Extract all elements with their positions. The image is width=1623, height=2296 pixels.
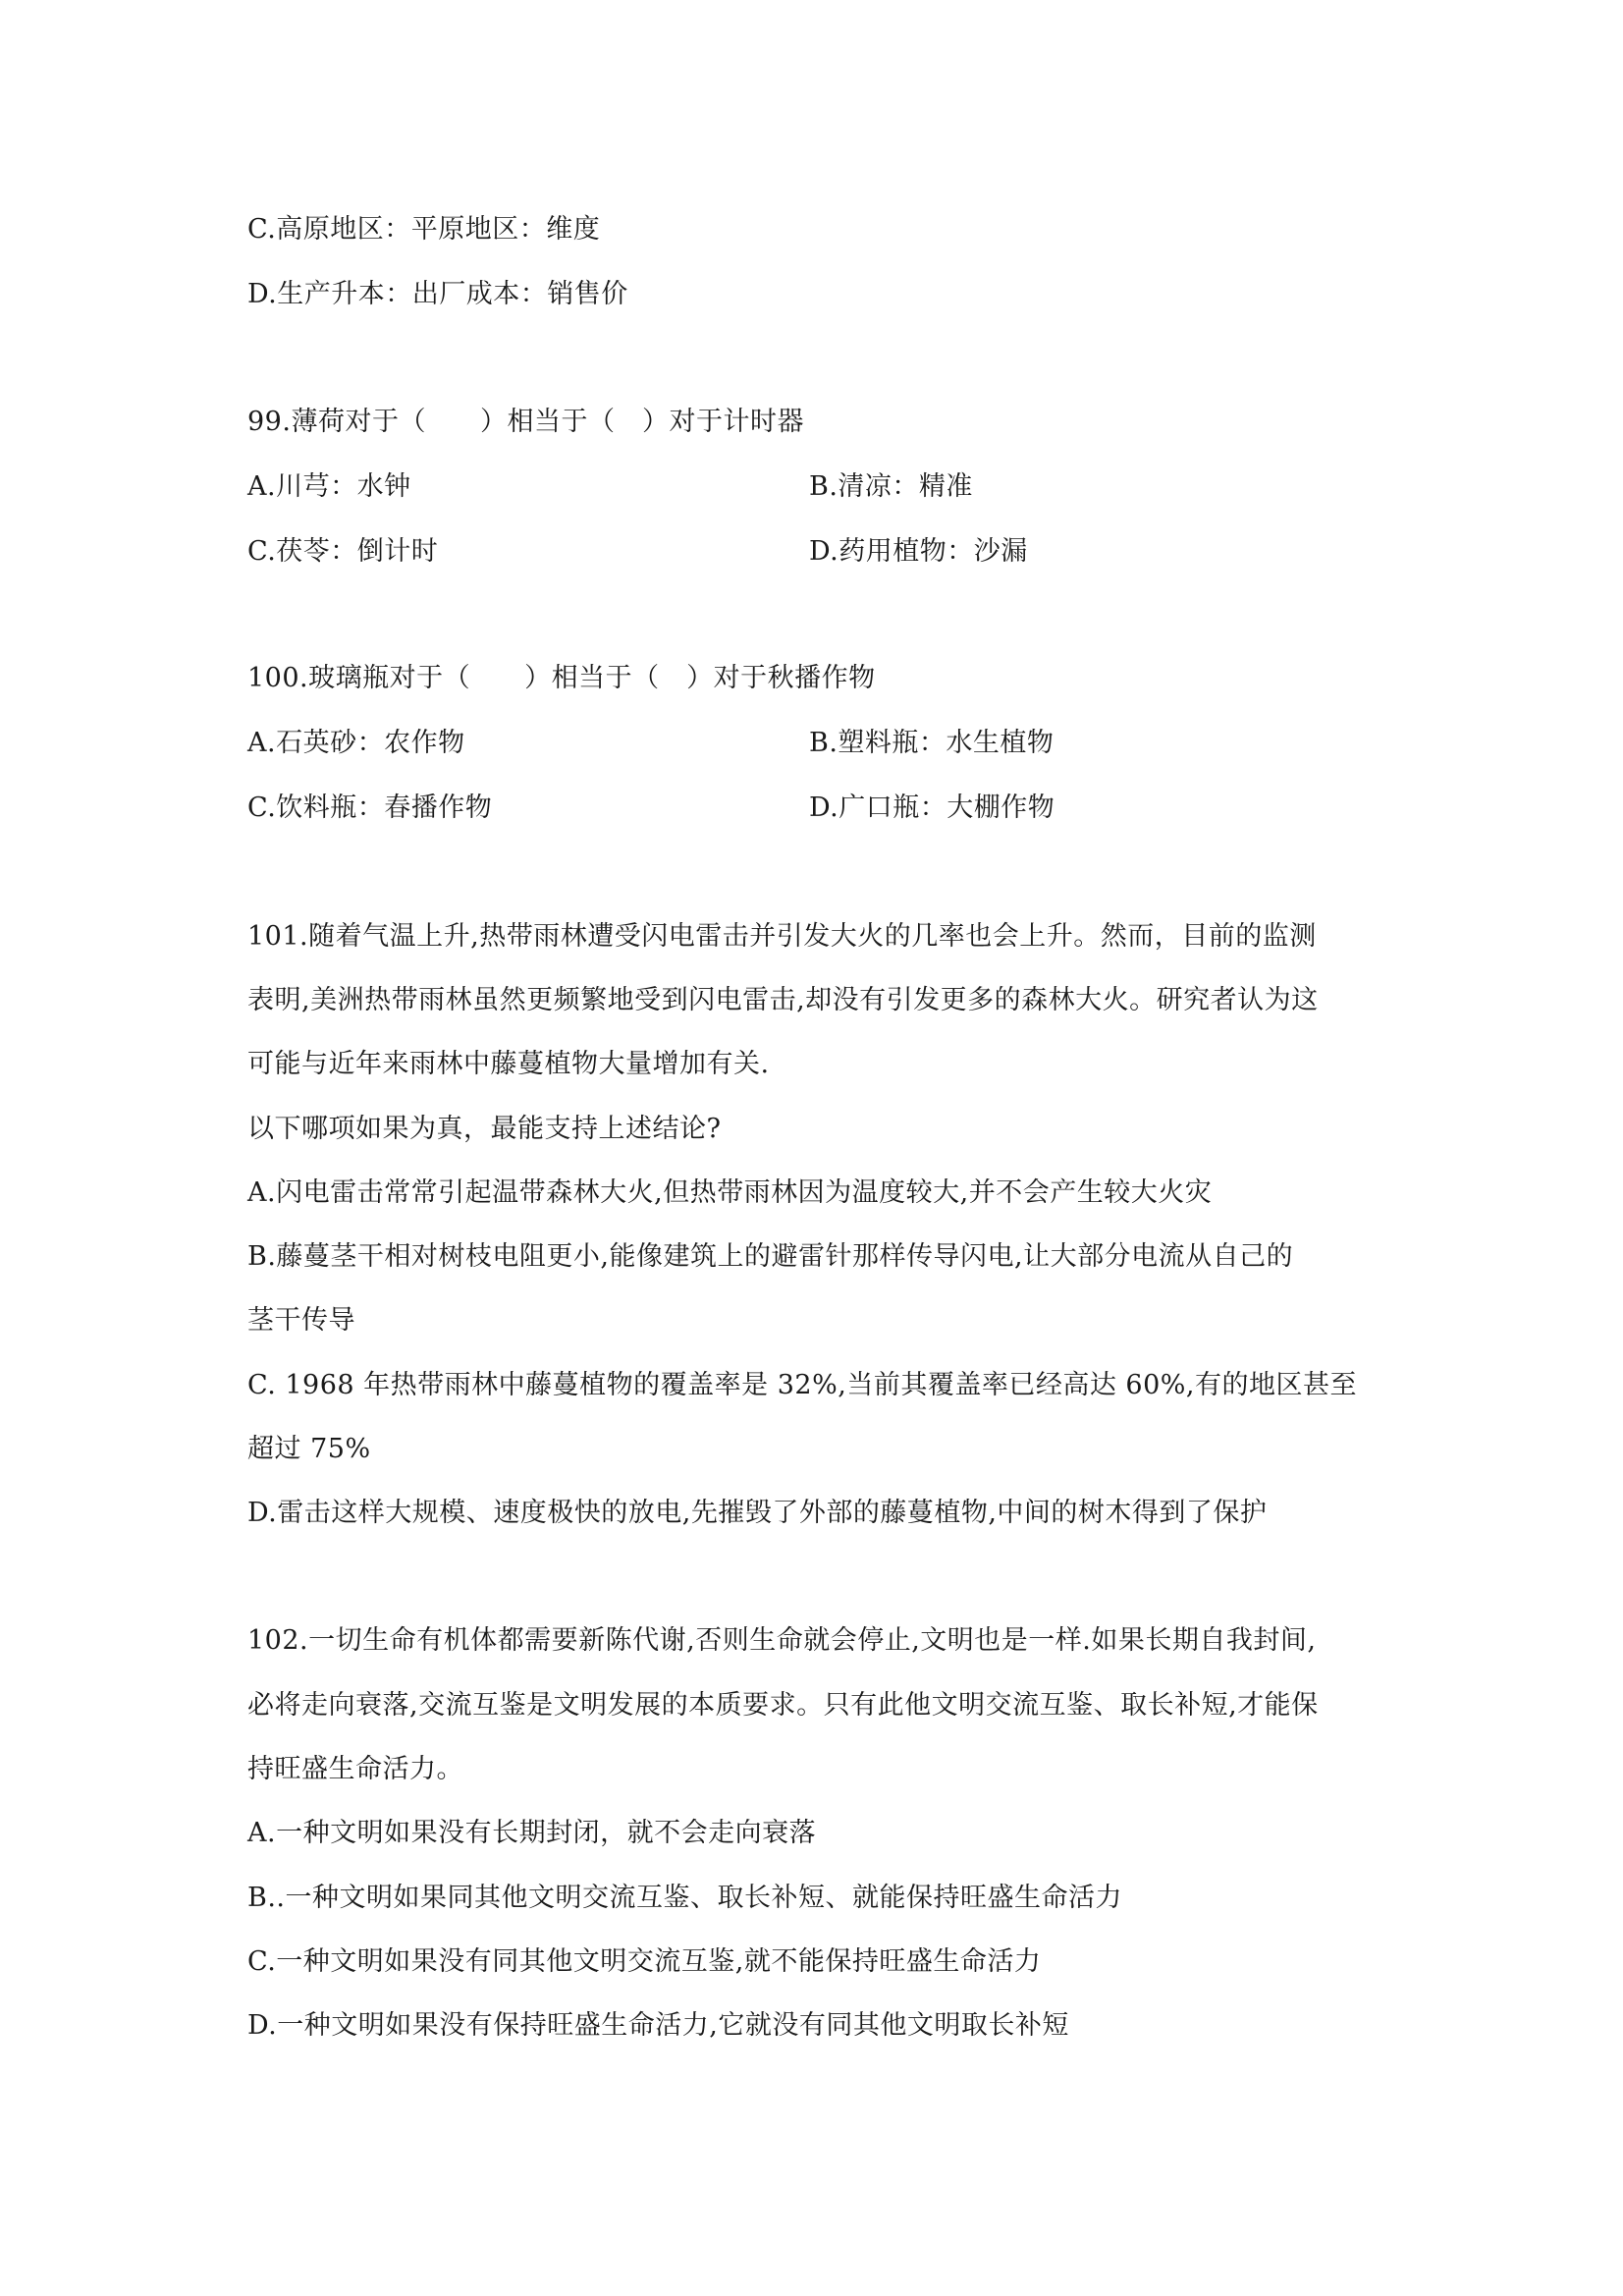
q100-option-a: A.石英砂：农作物 [247,728,465,758]
q101-stem-line: 101.随着气温上升,热带雨林遭受闪电雷击并引发大火的几率也会上升。然而，目前的监测 [247,921,1317,952]
q99-stem: 99.薄荷对于（ ）相当于（ ）对于计时器 [247,407,804,437]
q102-stem-line: 必将走向衰落,交流互鉴是文明发展的本质要求。只有此他文明交流互鉴、取长补短,才能保 [247,1690,1319,1721]
q101-option-a: A.闪电雷击常常引起温带森林大火,但热带雨林因为温度较大,并不会产生较大火灾 [247,1177,1213,1208]
q99-option-c: C.茯苓：倒计时 [247,536,439,567]
q102-option-b: B..一种文明如果同其他文明交流互鉴、取长补短、就能保持旺盛生命活力 [247,1883,1123,1913]
prev-option-c: C.高原地区：平原地区：维度 [247,214,601,245]
q102-option-a: A.一种文明如果没有长期封闭，就不会走向衰落 [247,1818,817,1848]
q100-stem: 100.玻璃瓶对于（ ）相当于（ ）对于秋播作物 [247,663,876,693]
prev-option-d: D.生产升本：出厂成本：销售价 [247,279,628,309]
q101-prompt: 以下哪项如果为真，最能支持上述结论? [247,1114,722,1144]
q101-stem-line: 可能与近年来雨林中藤蔓植物大量增加有关. [247,1049,770,1079]
q100-option-b: B.塑料瓶：水生植物 [809,728,1055,758]
q100-option-d: D.广口瓶：大棚作物 [809,793,1055,823]
q102-option-d: D.一种文明如果没有保持旺盛生命活力,它就没有同其他文明取长补短 [247,2010,1069,2041]
q101-stem-line: 表明,美洲热带雨林虽然更频繁地受到闪电雷击,却没有引发更多的森林大火。研究者认为这 [247,985,1319,1015]
q102-option-c: C.一种文明如果没有同其他文明交流互鉴,就不能保持旺盛生命活力 [247,1946,1042,1977]
q99-option-a: A.川芎：水钟 [247,471,411,502]
q99-option-d: D.药用植物：沙漏 [809,536,1028,567]
q101-option-b-line: B.藤蔓茎干相对树枝电阻更小,能像建筑上的避雷针那样传导闪电,让大部分电流从自己的 [247,1241,1294,1272]
q102-stem-line: 持旺盛生命活力。 [247,1754,463,1784]
q102-stem-line: 102.一切生命有机体都需要新陈代谢,否则生命就会停止,文明也是一样.如果长期自我封间, [247,1625,1317,1656]
q101-option-b-line: 茎干传导 [247,1305,355,1336]
q101-option-d: D.雷击这样大规模、速度极快的放电,先摧毁了外部的藤蔓植物,中间的树木得到了保护 [247,1498,1268,1528]
q100-option-c: C.饮料瓶：春播作物 [247,793,493,823]
q101-option-c-line: 超过 75% [247,1434,371,1464]
q101-option-c-line: C. 1968 年热带雨林中藤蔓植物的覆盖率是 32%,当前其覆盖率已经高达 60%,有的地区甚至 [247,1370,1358,1400]
q99-option-b: B.清凉：精准 [809,471,973,502]
